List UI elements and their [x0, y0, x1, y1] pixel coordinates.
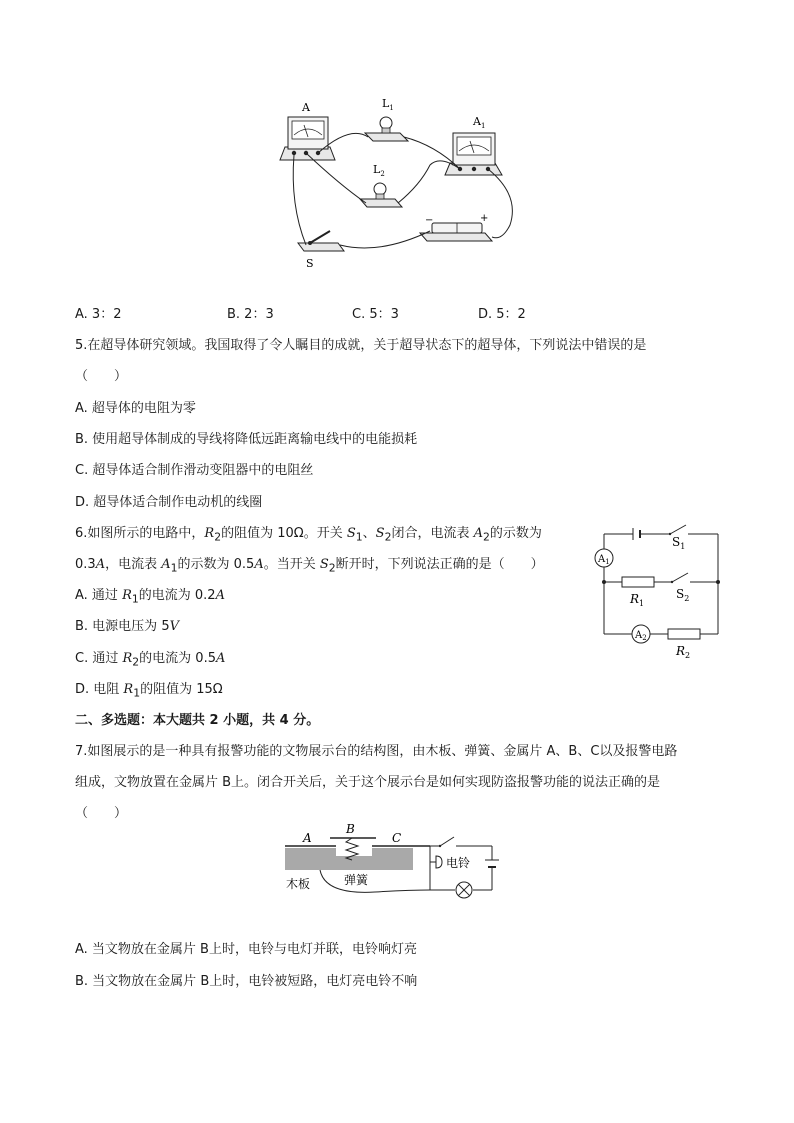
q7-paren: （ ）: [75, 806, 128, 821]
q5-stem: 5.在超导体研究领域。我国取得了令人瞩目的成就，关于超导状态下的超导体，下列说法中错误的是: [75, 338, 647, 353]
lamp-icon: [456, 882, 472, 898]
q5-option-d: D. 超导体适合制作电动机的线圈: [75, 495, 263, 510]
q7-display-stand-figure: [280, 820, 510, 905]
junction-dot: [602, 580, 606, 584]
ammeter-a1-icon: [445, 133, 502, 175]
q7-fig-bell: 电铃: [446, 856, 471, 870]
q4-option-d: D. 5：2: [478, 307, 526, 322]
q6-stem-line1: 6.如图所示的电路中，$R_2$的阻值为 10Ω。开关 $S_1$、$S_2$闭合，电流表 $A_2$的示数为: [75, 526, 542, 544]
q4-option-c: C. 5：3: [352, 307, 399, 322]
q7-fig-b: B: [346, 822, 355, 836]
switch-s2-icon: [671, 573, 688, 583]
q6-stem-line2: 0.3A，电流表 $A_1$的示数为 0.5A。当开关 $S_2$断开时，下列说法正确的是（ ）: [75, 557, 544, 575]
label-a1: $A_1$: [473, 115, 486, 130]
q7-fig-c: C: [392, 831, 402, 845]
section-2-title: 二、多选题：本大题共 2 小题，共 4 分。: [75, 713, 320, 728]
label-plus: +: [480, 213, 489, 224]
q6-fig-a2: $A_2$: [635, 630, 647, 642]
lamp-l2-icon: [360, 183, 402, 207]
label-minus: −: [425, 215, 434, 226]
q6-fig-a1: $A_1$: [598, 554, 610, 566]
q4-option-a: A. 3：2: [75, 307, 122, 322]
resistor-r2-icon: [668, 629, 700, 639]
q6-circuit-figure: [590, 518, 730, 663]
label-l1: $L_1$: [382, 97, 394, 112]
resistor-r1-icon: [622, 577, 654, 587]
q7-option-a: A. 当文物放在金属片 B上时，电铃与电灯并联，电铃响灯亮: [75, 942, 417, 957]
q5-option-b: B. 使用超导体制成的导线将降低远距离输电线中的电能损耗: [75, 432, 418, 447]
q6-fig-r1: $R_1$: [630, 592, 645, 608]
q6-wires: [604, 534, 718, 634]
q7-stem-line1: 7.如图展示的是一种具有报警功能的文物展示台的结构图，由木板、弹簧、金属片 A、B、C以及报警电路: [75, 744, 678, 759]
lamp-l1-icon: [365, 117, 408, 141]
q6-circuit-svg: [590, 518, 730, 663]
label-s: S: [306, 257, 314, 270]
q5-option-c: C. 超导体适合制作滑动变阻器中的电阻丝: [75, 463, 314, 478]
q6-fig-s1: $S_1$: [672, 535, 686, 551]
label-l2: $L_2$: [373, 163, 385, 178]
q6-fig-r2: $R_2$: [676, 644, 691, 660]
q7-fig-spring: 弹簧: [344, 873, 369, 887]
ammeter-a-icon: [280, 117, 335, 160]
q6-option-a: A. 通过 $R_1$的电流为 0.2A: [75, 588, 225, 606]
q4-circuit-svg: [270, 95, 530, 275]
electric-bell-icon: [436, 856, 442, 868]
junction-dot: [716, 580, 720, 584]
q7-fig-a: A: [303, 831, 312, 845]
battery-icon: [633, 528, 640, 540]
switch-s1-icon: [669, 525, 686, 535]
label-a: A: [302, 101, 310, 114]
q7-stem-line2: 组成，文物放置在金属片 B上。闭合开关后，关于这个展示台是如何实现防盗报警功能的说法正确的是: [75, 775, 661, 790]
q7-fig-wood: 木板: [286, 877, 311, 891]
battery-icon: [485, 860, 499, 867]
q6-fig-s2: $S_2$: [676, 587, 690, 603]
q6-option-b: B. 电源电压为 5V: [75, 619, 179, 634]
q4-option-b: B. 2：3: [227, 307, 274, 322]
q7-option-b: B. 当文物放在金属片 B上时，电铃被短路，电灯亮电铃不响: [75, 974, 418, 989]
switch-icon: [439, 837, 454, 847]
q7-figure-svg: [280, 820, 510, 905]
q6-option-c: C. 通过 $R_2$的电流为 0.5A: [75, 651, 226, 669]
q6-option-d: D. 电阻 $R_1$的阻值为 15Ω: [75, 682, 223, 700]
q4-circuit-figure: [270, 95, 530, 275]
q5-option-a: A. 超导体的电阻为零: [75, 401, 196, 416]
q5-paren: （ ）: [75, 369, 128, 384]
